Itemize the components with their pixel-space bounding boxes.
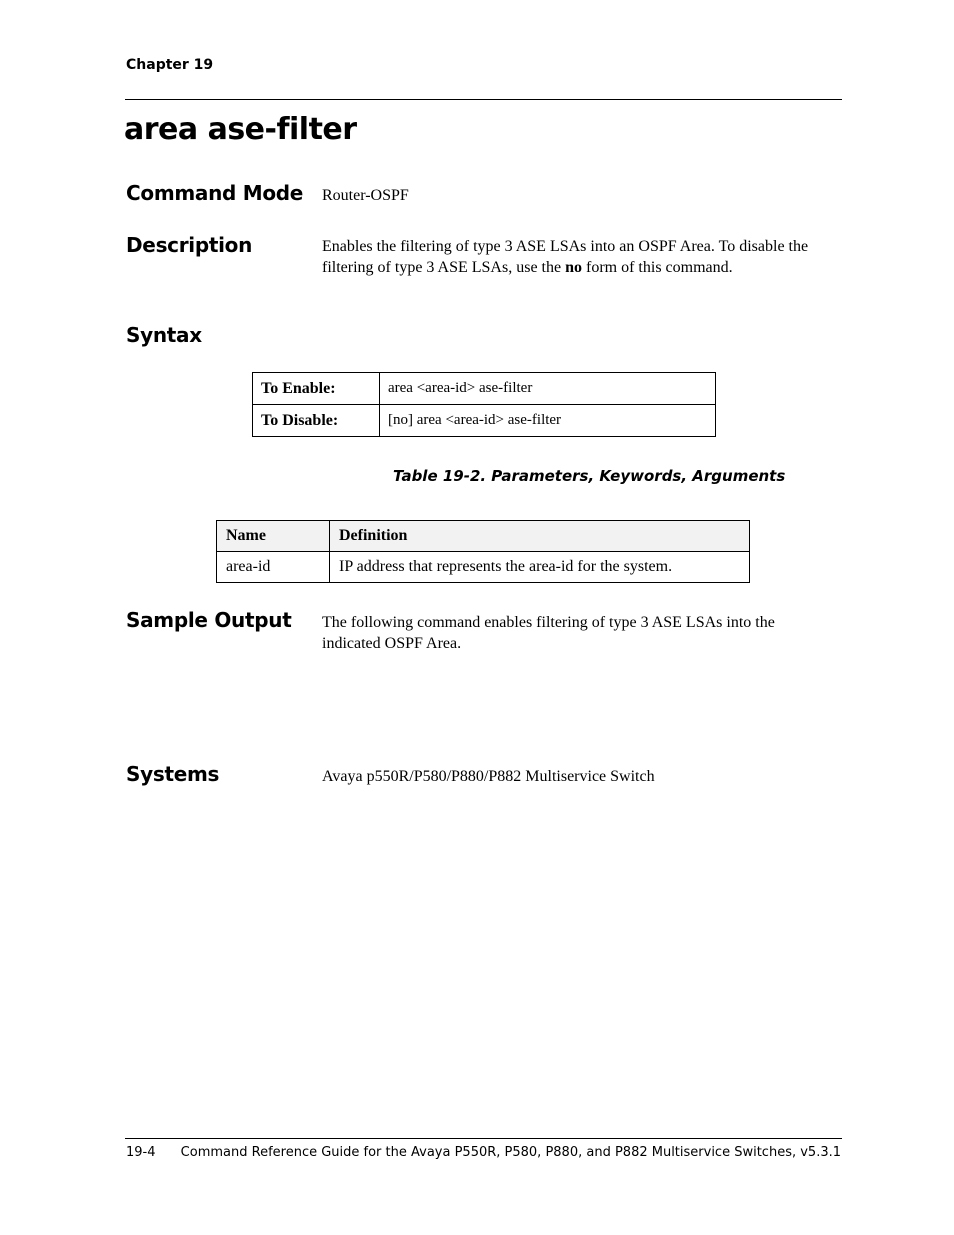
footer-page-number: 19-4 — [126, 1145, 156, 1160]
description-text-before: Enables the filtering of type 3 ASE LSAs into an OSPF Area. To disable the filtering of type 3 ASE LSAs, use the — [322, 238, 809, 276]
sample-output-text: The following command enables filtering of type 3 ASE LSAs into the indicated OSPF Area. — [322, 614, 775, 652]
parameters-table — [216, 520, 750, 583]
syntax-row-enable — [253, 373, 716, 405]
footer-rule — [125, 1138, 842, 1139]
column-header-name: Name — [217, 521, 330, 552]
chapter-label: Chapter 19 — [126, 57, 214, 73]
footer-document-title: Command Reference Guide for the Avaya P550R, P580, P880, and P882 Multiservice Switches, v5.3.1 — [180, 1145, 841, 1160]
syntax-value-enable: area <area-id> ase-filter — [380, 373, 716, 405]
header-rule — [125, 99, 842, 100]
table-header-row — [217, 521, 750, 552]
table-caption: Table 19-2. Parameters, Keywords, Arguments — [393, 467, 786, 485]
description-text — [322, 237, 832, 278]
systems-text: Avaya p550R/P580/P880/P882 Multiservice Switch — [322, 768, 655, 785]
description-heading: Description — [126, 233, 253, 257]
syntax-heading: Syntax — [126, 323, 202, 347]
syntax-label-disable: To Disable: — [253, 405, 380, 437]
param-name-cell: area-id — [217, 552, 330, 583]
syntax-value-disable: [no] area <area-id> ase-filter — [380, 405, 716, 437]
table-row — [217, 552, 750, 583]
command-mode-text: Router-OSPF — [322, 187, 409, 204]
syntax-table — [252, 372, 716, 437]
description-text-after: form of this command. — [582, 258, 733, 276]
page-title: area ase-filter — [124, 112, 357, 147]
systems-heading: Systems — [126, 762, 220, 786]
description-keyword-no: no — [565, 258, 582, 276]
column-header-definition: Definition — [330, 521, 750, 552]
param-definition-cell: IP address that represents the area-id for the system. — [330, 552, 750, 583]
command-mode-heading: Command Mode — [126, 181, 304, 205]
syntax-row-disable — [253, 405, 716, 437]
syntax-label-enable: To Enable: — [253, 373, 380, 405]
sample-output-heading: Sample Output — [126, 608, 292, 632]
